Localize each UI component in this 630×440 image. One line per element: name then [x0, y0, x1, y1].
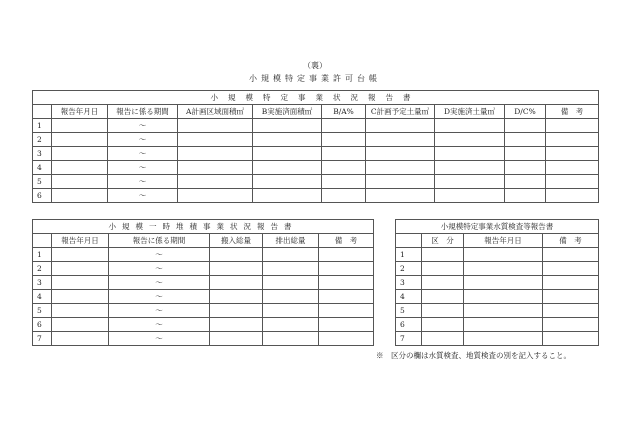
data-cell[interactable]	[435, 119, 505, 133]
period-cell[interactable]: ～	[109, 304, 210, 318]
column-header: C計画予定土量㎥	[366, 105, 435, 119]
table-row	[33, 189, 599, 203]
table-row	[33, 119, 599, 133]
data-cell[interactable]	[435, 161, 505, 175]
data-cell[interactable]	[52, 175, 108, 189]
data-cell[interactable]	[319, 290, 374, 304]
table-row	[396, 332, 599, 346]
period-cell[interactable]: ～	[108, 119, 178, 133]
data-cell[interactable]	[263, 248, 319, 262]
row-number: 2	[396, 262, 422, 276]
column-header: A計画区域面積㎡	[178, 105, 253, 119]
period-cell[interactable]: ～	[109, 248, 210, 262]
blank-header-cell	[396, 234, 422, 248]
period-cell[interactable]: ～	[109, 262, 210, 276]
data-cell[interactable]	[263, 318, 319, 332]
data-cell[interactable]	[422, 332, 464, 346]
data-cell[interactable]	[52, 133, 108, 147]
data-cell[interactable]	[543, 262, 599, 276]
table-row	[396, 248, 599, 262]
table-row	[33, 262, 374, 276]
table-row	[33, 133, 599, 147]
column-header: 報告年月日	[464, 234, 543, 248]
table-row	[396, 304, 599, 318]
data-cell[interactable]	[322, 133, 366, 147]
row-number: 4	[33, 290, 52, 304]
period-cell[interactable]: ～	[108, 147, 178, 161]
period-cell[interactable]: ～	[108, 189, 178, 203]
data-cell[interactable]	[178, 133, 253, 147]
data-cell[interactable]	[543, 332, 599, 346]
period-cell[interactable]: ～	[109, 290, 210, 304]
data-cell[interactable]	[210, 332, 263, 346]
data-cell[interactable]	[263, 276, 319, 290]
footnote: ※ 区分の欄は水質検査、地質検査の別を記入すること。	[376, 351, 571, 360]
status-report-header-row	[33, 105, 599, 119]
data-cell[interactable]	[178, 119, 253, 133]
data-cell[interactable]	[546, 119, 599, 133]
period-cell[interactable]: ～	[108, 161, 178, 175]
column-header: 報告に係る期間	[108, 105, 178, 119]
data-cell[interactable]	[546, 175, 599, 189]
data-cell[interactable]	[52, 189, 108, 203]
table-row	[33, 318, 374, 332]
data-cell[interactable]	[366, 161, 435, 175]
column-header: 備 考	[543, 234, 599, 248]
column-header: 備 考	[319, 234, 374, 248]
temp-stock-report-header-row	[33, 234, 374, 248]
column-header: B/A%	[322, 105, 366, 119]
data-cell[interactable]	[422, 276, 464, 290]
column-header: 搬入総量	[210, 234, 263, 248]
data-cell[interactable]	[366, 189, 435, 203]
data-cell[interactable]	[366, 175, 435, 189]
data-cell[interactable]	[263, 262, 319, 276]
row-number: 6	[396, 318, 422, 332]
page-subtitle: （裏）	[303, 61, 327, 70]
row-number: 5	[33, 304, 52, 318]
temp-stock-report-title: 小規模一時堆積事業状況報告書	[33, 220, 374, 234]
row-number: 6	[33, 189, 52, 203]
data-cell[interactable]	[505, 175, 546, 189]
table-row	[33, 175, 599, 189]
column-header: 報告に係る期間	[109, 234, 210, 248]
water-quality-report-table	[395, 219, 599, 346]
data-cell[interactable]	[422, 262, 464, 276]
row-number: 4	[396, 290, 422, 304]
data-cell[interactable]	[422, 318, 464, 332]
data-cell[interactable]	[543, 318, 599, 332]
row-number: 6	[33, 318, 52, 332]
data-cell[interactable]	[435, 175, 505, 189]
data-cell[interactable]	[546, 161, 599, 175]
data-cell[interactable]	[52, 119, 108, 133]
data-cell[interactable]	[543, 276, 599, 290]
water-quality-report-title: 小規模特定事業水質検査等報告書	[396, 220, 599, 234]
table-row	[33, 332, 374, 346]
data-cell[interactable]	[178, 147, 253, 161]
row-number: 2	[33, 133, 52, 147]
data-cell[interactable]	[319, 332, 374, 346]
data-cell[interactable]	[319, 276, 374, 290]
data-cell[interactable]	[505, 119, 546, 133]
data-cell[interactable]	[319, 318, 374, 332]
row-number: 1	[396, 248, 422, 262]
water-quality-report-header-row	[396, 234, 599, 248]
data-cell[interactable]	[253, 119, 322, 133]
blank-header-cell	[33, 234, 52, 248]
data-cell[interactable]	[319, 248, 374, 262]
page-title: 小規模特定事業許可台帳	[249, 74, 381, 83]
row-number: 7	[396, 332, 422, 346]
data-cell[interactable]	[322, 119, 366, 133]
data-cell[interactable]	[319, 262, 374, 276]
row-number: 2	[33, 262, 52, 276]
data-cell[interactable]	[319, 304, 374, 318]
table-row	[396, 318, 599, 332]
data-cell[interactable]	[546, 189, 599, 203]
table-row	[33, 304, 374, 318]
data-cell[interactable]	[546, 133, 599, 147]
table-row	[33, 248, 374, 262]
data-cell[interactable]	[178, 175, 253, 189]
data-cell[interactable]	[546, 147, 599, 161]
data-cell[interactable]	[263, 290, 319, 304]
data-cell[interactable]	[210, 318, 263, 332]
data-cell[interactable]	[210, 262, 263, 276]
column-header: 備 考	[546, 105, 599, 119]
data-cell[interactable]	[464, 318, 543, 332]
blank-header-cell	[33, 105, 52, 119]
data-cell[interactable]	[52, 276, 109, 290]
data-cell[interactable]	[210, 248, 263, 262]
data-cell[interactable]	[464, 262, 543, 276]
period-cell[interactable]: ～	[108, 175, 178, 189]
column-header: 報告年月日	[52, 105, 108, 119]
row-number: 5	[33, 175, 52, 189]
status-report-table	[32, 90, 599, 203]
column-header: D実施済土量㎥	[435, 105, 505, 119]
data-cell[interactable]	[210, 290, 263, 304]
data-cell[interactable]	[322, 147, 366, 161]
data-cell[interactable]	[422, 290, 464, 304]
table-row	[33, 276, 374, 290]
data-cell[interactable]	[435, 133, 505, 147]
data-cell[interactable]	[52, 304, 109, 318]
data-cell[interactable]	[322, 161, 366, 175]
row-number: 3	[33, 276, 52, 290]
data-cell[interactable]	[422, 248, 464, 262]
data-cell[interactable]	[435, 189, 505, 203]
column-header: B実施済面積㎡	[253, 105, 322, 119]
row-number: 7	[33, 332, 52, 346]
data-cell[interactable]	[543, 304, 599, 318]
data-cell[interactable]	[253, 133, 322, 147]
data-cell[interactable]	[210, 304, 263, 318]
data-cell[interactable]	[52, 248, 109, 262]
data-cell[interactable]	[52, 262, 109, 276]
data-cell[interactable]	[52, 290, 109, 304]
column-header: 排出総量	[263, 234, 319, 248]
data-cell[interactable]	[464, 276, 543, 290]
data-cell[interactable]	[505, 189, 546, 203]
data-cell[interactable]	[322, 175, 366, 189]
table-row	[33, 161, 599, 175]
data-cell[interactable]	[464, 332, 543, 346]
table-row	[396, 276, 599, 290]
data-cell[interactable]	[253, 189, 322, 203]
table-row	[396, 290, 599, 304]
row-number: 3	[33, 147, 52, 161]
row-number: 5	[396, 304, 422, 318]
temp-stock-report-table	[32, 219, 374, 346]
data-cell[interactable]	[178, 161, 253, 175]
table-row	[33, 290, 374, 304]
table-row	[33, 147, 599, 161]
period-cell[interactable]: ～	[108, 133, 178, 147]
data-cell[interactable]	[178, 189, 253, 203]
data-cell[interactable]	[505, 147, 546, 161]
data-cell[interactable]	[253, 161, 322, 175]
data-cell[interactable]	[366, 119, 435, 133]
data-cell[interactable]	[253, 175, 322, 189]
data-cell[interactable]	[52, 161, 108, 175]
data-cell[interactable]	[253, 147, 322, 161]
data-cell[interactable]	[505, 133, 546, 147]
row-number: 3	[396, 276, 422, 290]
data-cell[interactable]	[52, 332, 109, 346]
data-cell[interactable]	[263, 332, 319, 346]
data-cell[interactable]	[366, 147, 435, 161]
data-cell[interactable]	[366, 133, 435, 147]
data-cell[interactable]	[543, 248, 599, 262]
data-cell[interactable]	[422, 304, 464, 318]
status-report-title: 小規模特定事業状況報告書	[33, 91, 599, 105]
data-cell[interactable]	[52, 147, 108, 161]
data-cell[interactable]	[263, 304, 319, 318]
data-cell[interactable]	[210, 276, 263, 290]
column-header: D/C%	[505, 105, 546, 119]
data-cell[interactable]	[464, 290, 543, 304]
row-number: 4	[33, 161, 52, 175]
period-cell[interactable]: ～	[109, 332, 210, 346]
data-cell[interactable]	[52, 318, 109, 332]
column-header: 報告年月日	[52, 234, 109, 248]
data-cell[interactable]	[464, 304, 543, 318]
row-number: 1	[33, 248, 52, 262]
data-cell[interactable]	[543, 290, 599, 304]
period-cell[interactable]: ～	[109, 318, 210, 332]
table-row	[396, 262, 599, 276]
data-cell[interactable]	[435, 147, 505, 161]
data-cell[interactable]	[464, 248, 543, 262]
column-header: 区 分	[422, 234, 464, 248]
data-cell[interactable]	[505, 161, 546, 175]
period-cell[interactable]: ～	[109, 276, 210, 290]
row-number: 1	[33, 119, 52, 133]
data-cell[interactable]	[322, 189, 366, 203]
